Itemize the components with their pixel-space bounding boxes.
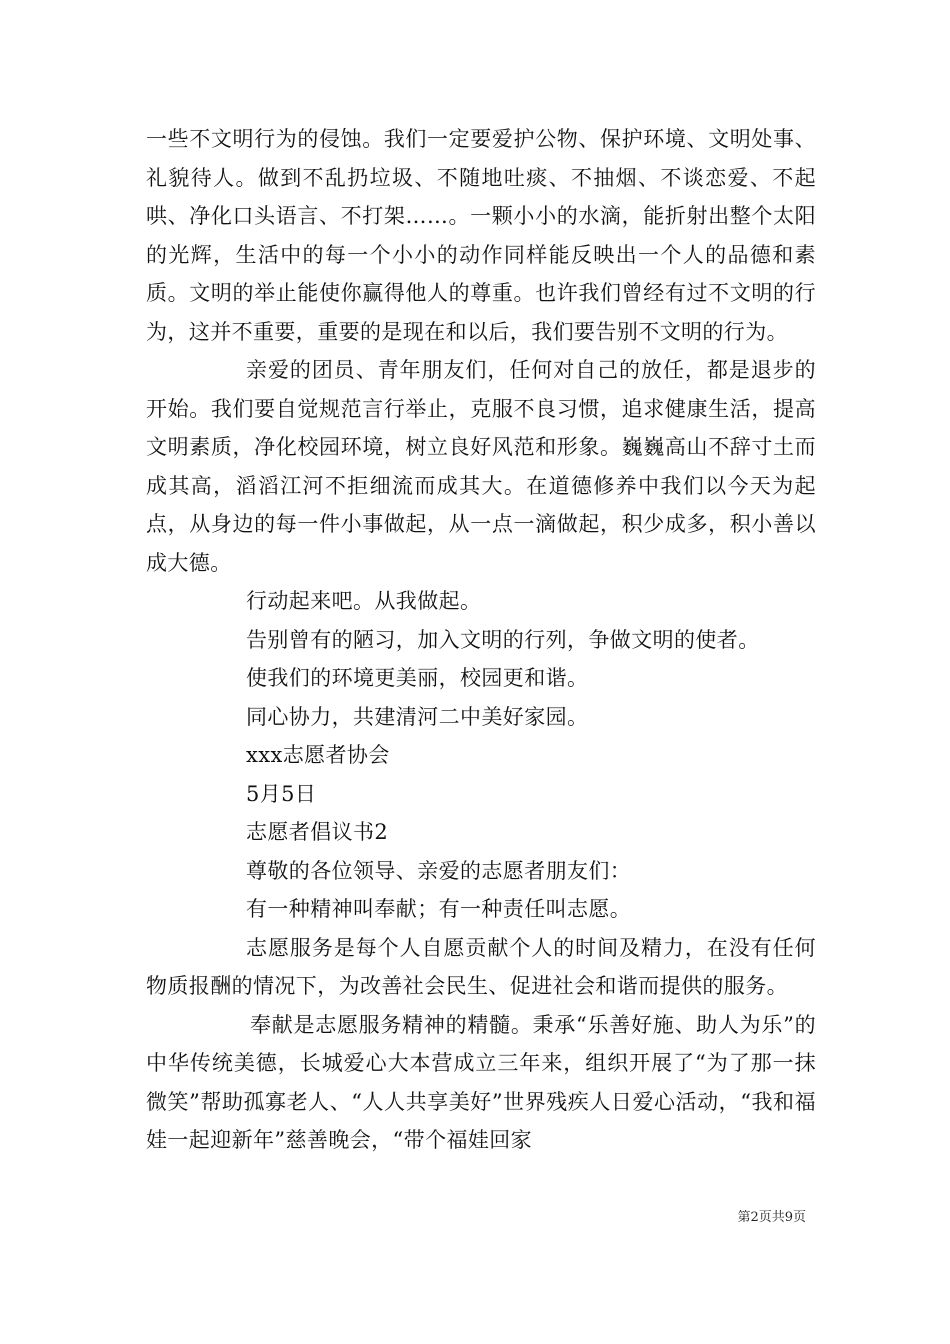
paragraph-line: 行动起来吧。从我做起。 [246,589,482,613]
document-body [146,120,816,1160]
paragraph: 亲爱的团员、青年朋友们，任何对自己的放任，都是退步的开始。我们要自觉规范言行举止，克服不良习惯，追求健康生活，提高文明素质，净化校园环境，树立良好风范和形象。巍巍高山不辞寸土而成其高，滔滔江河不拒细流而成其大。在道德修养中我们以今天为起点，从身边的每一件小事做起，从一点一滴做起，积少成多，积小善以成大德。 [146,358,816,575]
salutation: 尊敬的各位领导、亲爱的志愿者朋友们： [246,858,632,883]
section-title: 志愿者倡议书2 [246,820,389,844]
paragraph: 奉献是志愿服务精神的精髓。秉承“乐善好施、助人为乐”的中华传统美德，长城爱心大本营成立三年来，组织开展了“为了那一抹微笑”帮助孤寡老人、“人人共享美好”世界残疾人日爱心活动，“我和福娃一起迎新年”慈善晚会，“带个福娃回家 [146,1012,816,1152]
organization-signature: xxx志愿者协会 [246,743,390,767]
paragraph-line: 使我们的环境更美丽，校园更和谐。 [246,666,589,690]
paragraph: 一些不文明行为的侵蚀。我们一定要爱护公物、保护环境、文明处事、礼貌待人。做到不乱扔垃圾、不随地吐痰、不抽烟、不谈恋爱、不起哄、净化口头语言、不打架……。一颗小小的水滴，能折射出整个太阳的光辉，生活中的每一个小小的动作同样能反映出一个人的品德和素质。文明的举止能使你赢得他人的尊重。也许我们曾经有过不文明的行为，这并不重要，重要的是现在和以后，我们要告别不文明的行为。 [146,127,816,344]
page-number: 第2页共9页 [737,1210,806,1225]
signature-date: 5月5日 [246,781,317,806]
paragraph-line: 告别曾有的陋习，加入文明的行列，争做文明的使者。 [246,627,760,652]
paragraph-line: 同心协力，共建清河二中美好家园。 [246,704,589,729]
paragraph: 志愿服务是每个人自愿贡献个人的时间及精力，在没有任何物质报酬的情况下，为改善社会民生、促进社会和谐而提供的服务。 [146,935,816,998]
paragraph-line: 有一种精神叫奉献；有一种责任叫志愿。 [246,897,632,921]
